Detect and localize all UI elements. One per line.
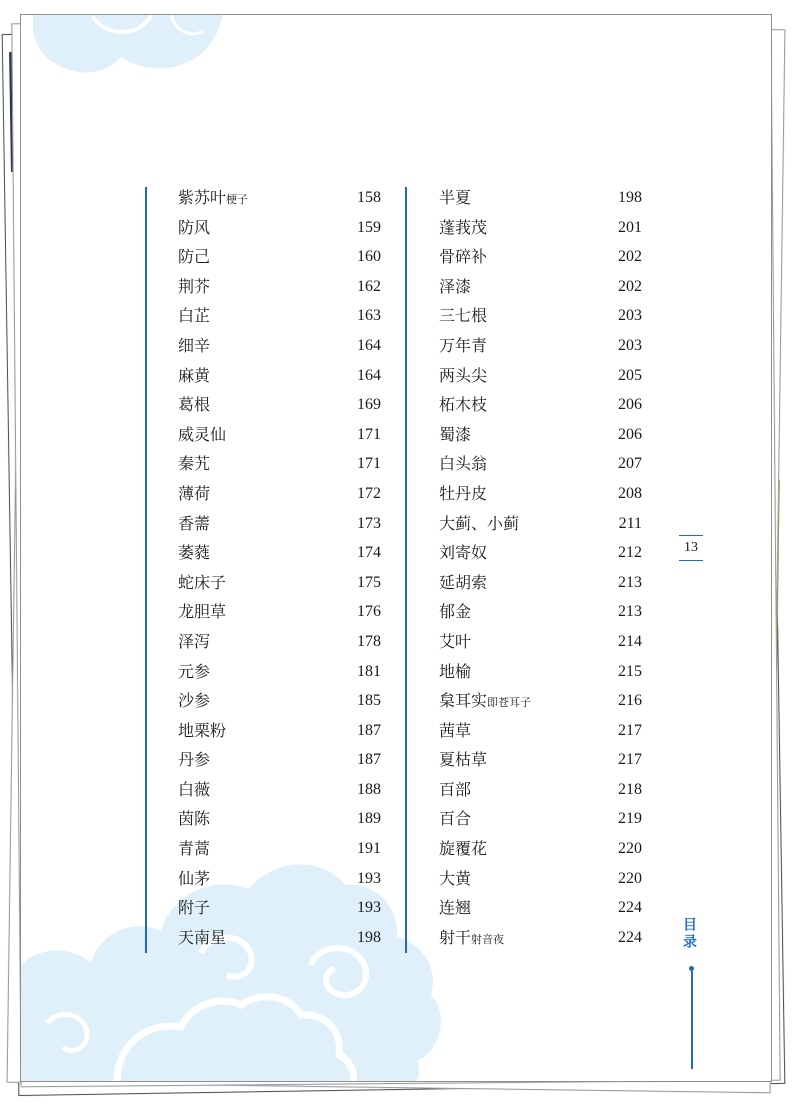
toc-entry-title: [439, 183, 471, 213]
toc-entry-title: [439, 597, 471, 627]
toc-entry-title: [439, 213, 487, 243]
toc-entry-page-number: 217: [618, 721, 642, 739]
toc-entry-page-number: 217: [618, 751, 642, 769]
toc-entry[interactable]: [178, 213, 398, 243]
toc-entry-title: [178, 834, 210, 864]
toc-entry-title: [439, 657, 471, 687]
toc-entry-page-number: 175: [357, 573, 381, 591]
toc-entry[interactable]: [439, 272, 659, 302]
toc-entry-page-number: 187: [357, 751, 381, 769]
toc-entry-title: [178, 657, 210, 687]
toc-entry-page-number: 174: [357, 544, 381, 562]
toc-page: [20, 14, 772, 1082]
toc-entry-title: [178, 331, 210, 361]
toc-entry-name: 荆芥: [178, 276, 211, 296]
toc-entry[interactable]: [178, 242, 398, 272]
toc-entry-page-number: 176: [357, 603, 381, 621]
toc-entry[interactable]: [439, 923, 659, 953]
toc-entry-name: 郁金: [439, 602, 472, 622]
toc-entry-page-number: 163: [357, 307, 381, 325]
toc-entry-page-number: 159: [357, 218, 381, 236]
section-label: 目录: [681, 917, 697, 951]
toc-entry-title: [178, 597, 226, 627]
toc-entry-name: 牡丹皮: [439, 483, 488, 503]
toc-entry[interactable]: [439, 864, 659, 894]
toc-entry-title: [439, 420, 471, 450]
toc-entry-page-number: 198: [618, 189, 642, 206]
toc-entry-page-number: 211: [618, 514, 642, 532]
toc-entry[interactable]: [439, 509, 659, 539]
toc-entry-page-number: 205: [618, 366, 642, 384]
toc-entry[interactable]: [178, 420, 398, 450]
toc-entry-name: 万年青: [439, 335, 488, 355]
toc-entry-name: 大蓟、小蓟: [439, 513, 520, 533]
toc-entry-page-number: 164: [357, 336, 381, 354]
toc-entry[interactable]: [439, 568, 659, 598]
toc-entry-name: 丹参: [178, 750, 211, 770]
toc-entry[interactable]: [178, 449, 398, 479]
toc-entry-page-number: 181: [357, 662, 381, 680]
toc-entry-title: [439, 509, 519, 539]
toc-entry-title: [178, 538, 210, 568]
toc-entry-title: [178, 627, 210, 657]
toc-entry-title: [178, 479, 210, 509]
toc-entry-title: [439, 923, 504, 955]
toc-entry[interactable]: [178, 627, 398, 657]
toc-entry-page-number: 202: [618, 277, 642, 295]
toc-entry-name: 葛根: [178, 395, 211, 415]
toc-entry-page-number: 188: [357, 780, 381, 798]
toc-entry-name: 三七根: [439, 306, 488, 326]
toc-entry-name: 百合: [439, 809, 472, 829]
toc-entry-title: [439, 686, 531, 718]
toc-column-right: [439, 183, 659, 952]
toc-entry[interactable]: [178, 597, 398, 627]
toc-entry-title: [439, 301, 487, 331]
toc-entry-page-number: 185: [357, 692, 381, 710]
toc-entry-title: [178, 183, 248, 215]
toc-entry-title: [178, 568, 226, 598]
toc-entry-name: 百部: [439, 779, 472, 799]
toc-entry-title: [178, 804, 210, 834]
toc-entry-page-number: 213: [618, 603, 642, 621]
toc-entry-name: 紫苏叶: [178, 188, 227, 207]
toc-entry-title: [439, 390, 487, 420]
toc-entry[interactable]: [439, 449, 659, 479]
toc-entry-name: 泽漆: [439, 276, 472, 296]
toc-entry-name: 半夏: [439, 188, 472, 207]
toc-entry-note: 即苍耳子: [487, 696, 532, 710]
toc-entry-page-number: 224: [618, 899, 642, 917]
toc-entry-name: 柘木枝: [439, 395, 488, 415]
toc-entry-title: [178, 864, 210, 894]
toc-entry[interactable]: [178, 479, 398, 509]
toc-entry-name: 防风: [178, 217, 211, 237]
toc-entry-name: 延胡索: [439, 572, 488, 592]
toc-entry-page-number: 213: [618, 573, 642, 591]
section-marker-line: [691, 969, 693, 1069]
toc-entry-page-number: 206: [618, 396, 642, 414]
toc-entry-title: [439, 745, 487, 775]
toc-entry[interactable]: [439, 804, 659, 834]
toc-entry-page-number: 206: [618, 425, 642, 443]
toc-entry-name: 白薇: [178, 779, 211, 799]
toc-entry-name: 两头尖: [439, 365, 488, 385]
toc-entry-name: 射干: [439, 927, 472, 947]
toc-entry-title: [178, 686, 210, 716]
cloud-decoration-top: [33, 14, 223, 89]
toc-entry-name: 威灵仙: [178, 424, 227, 444]
toc-entry-name: 大黄: [439, 868, 472, 888]
toc-entry[interactable]: [178, 301, 398, 331]
toc-entry-name: 天南星: [178, 927, 227, 947]
toc-entry-name: 泽泻: [178, 631, 211, 651]
toc-entry[interactable]: [439, 242, 659, 272]
toc-entry[interactable]: [439, 745, 659, 775]
toc-entry-page-number: 198: [357, 928, 381, 946]
toc-entry-name: 白头翁: [439, 454, 488, 474]
toc-entry-name: 茜草: [439, 720, 472, 740]
toc-entry[interactable]: [178, 272, 398, 302]
toc-entry-page-number: 193: [357, 899, 381, 917]
toc-entry-title: [439, 893, 471, 923]
toc-entry[interactable]: [178, 834, 398, 864]
toc-entry-title: [178, 213, 210, 243]
toc-entry-page-number: 158: [357, 189, 381, 206]
toc-entry-page-number: 215: [618, 662, 642, 680]
toc-entry[interactable]: [439, 331, 659, 361]
toc-entry-name: 细辛: [178, 335, 211, 355]
toc-entry-name: 秦艽: [178, 454, 211, 474]
toc-entry-title: [439, 361, 487, 391]
toc-entry-name: 刘寄奴: [439, 543, 488, 563]
toc-entry[interactable]: [439, 361, 659, 391]
toc-entry-name: 香薷: [178, 513, 211, 533]
toc-entry-title: [439, 716, 471, 746]
toc-entry-name: 蛇床子: [178, 572, 227, 592]
toc-entry-page-number: 220: [618, 840, 642, 858]
toc-entry[interactable]: [439, 686, 659, 716]
toc-entry[interactable]: [439, 479, 659, 509]
toc-entry[interactable]: [439, 213, 659, 243]
toc-entry-title: [178, 775, 210, 805]
page-number: 13: [679, 535, 703, 561]
toc-entry-page-number: 164: [357, 366, 381, 384]
toc-entry-note: 梗子: [226, 193, 249, 206]
toc-entry-page-number: 220: [618, 869, 642, 887]
toc-entry[interactable]: [439, 597, 659, 627]
toc-entry[interactable]: [178, 361, 398, 391]
toc-entry-title: [439, 804, 471, 834]
toc-entry-page-number: 189: [357, 810, 381, 828]
toc-entry[interactable]: [439, 716, 659, 746]
toc-entry[interactable]: [178, 775, 398, 805]
toc-entry[interactable]: [178, 657, 398, 687]
toc-entry-title: [178, 893, 210, 923]
toc-entry[interactable]: [178, 686, 398, 716]
toc-entry[interactable]: [178, 183, 398, 213]
toc-entry-name: 麻黄: [178, 365, 211, 385]
toc-entry-page-number: 162: [357, 277, 381, 295]
toc-entry[interactable]: [178, 568, 398, 598]
toc-entry-title: [439, 775, 471, 805]
toc-entry-page-number: 193: [357, 869, 381, 887]
toc-entry-page-number: 203: [618, 336, 642, 354]
toc-entry-title: [439, 449, 487, 479]
toc-entry-title: [439, 834, 487, 864]
toc-entry[interactable]: [439, 627, 659, 657]
toc-entry-title: [178, 242, 210, 272]
toc-entry[interactable]: [439, 390, 659, 420]
toc-entry-name: 茵陈: [178, 809, 211, 829]
toc-entry-name: 地榆: [439, 661, 472, 681]
toc-entry[interactable]: [178, 331, 398, 361]
toc-entry[interactable]: [439, 834, 659, 864]
toc-entry-name: 沙参: [178, 691, 211, 711]
toc-entry-title: [439, 538, 487, 568]
toc-entry-title: [178, 361, 210, 391]
toc-entry-title: [178, 301, 210, 331]
toc-entry[interactable]: [178, 804, 398, 834]
toc-entry-page-number: 224: [618, 928, 642, 946]
toc-entry[interactable]: [439, 301, 659, 331]
toc-entry-title: [178, 745, 210, 775]
toc-entry-name: 蜀漆: [439, 424, 472, 444]
toc-entry-name: 仙茅: [178, 868, 211, 888]
toc-entry-title: [178, 420, 226, 450]
toc-entry[interactable]: [178, 390, 398, 420]
toc-entry-page-number: 219: [618, 810, 642, 828]
toc-entry-name: 地栗粉: [178, 720, 227, 740]
toc-entry-title: [439, 479, 487, 509]
toc-entry-title: [178, 449, 210, 479]
toc-entry-page-number: 218: [618, 780, 642, 798]
toc-entry-title: [178, 716, 226, 746]
toc-entry-page-number: 212: [618, 544, 642, 562]
toc-entry-page-number: 207: [618, 455, 642, 473]
toc-entry-page-number: 160: [357, 248, 381, 266]
toc-entry[interactable]: [439, 183, 659, 213]
toc-entry[interactable]: [178, 538, 398, 568]
toc-entry-name: 枲耳实: [439, 691, 488, 711]
toc-entry[interactable]: [178, 923, 398, 953]
toc-entry-name: 萎蕤: [178, 543, 211, 563]
toc-entry-name: 夏枯草: [439, 750, 488, 770]
toc-entry-page-number: 171: [357, 425, 381, 443]
toc-entry-title: [439, 242, 487, 272]
toc-entry-page-number: 178: [357, 632, 381, 650]
toc-entry-page-number: 169: [357, 396, 381, 414]
toc-entry-page-number: 214: [618, 632, 642, 650]
toc-entry-title: [439, 272, 471, 302]
toc-entry[interactable]: [439, 657, 659, 687]
toc-entry-name: 防己: [178, 247, 211, 267]
toc-entry-title: [178, 923, 226, 953]
toc-entry-title: [178, 390, 210, 420]
toc-entry-title: [178, 272, 210, 302]
toc-entry[interactable]: [178, 745, 398, 775]
toc-entry[interactable]: [178, 893, 398, 923]
toc-entry-page-number: 201: [618, 218, 642, 236]
toc-entry-name: 连翘: [439, 898, 472, 918]
toc-entry-page-number: 171: [357, 455, 381, 473]
toc-entry-name: 元参: [178, 661, 211, 681]
column-rule-middle: [405, 187, 407, 953]
toc-entry-title: [439, 331, 487, 361]
toc-entry[interactable]: [439, 538, 659, 568]
toc-entry-title: [178, 509, 210, 539]
toc-entry[interactable]: [439, 775, 659, 805]
toc-entry-page-number: 173: [357, 514, 381, 532]
toc-entry-note: 射音夜: [471, 932, 505, 946]
toc-entry-title: [439, 627, 471, 657]
toc-entry-page-number: 203: [618, 307, 642, 325]
toc-entry-name: 艾叶: [439, 631, 472, 651]
toc-entry-name: 青蒿: [178, 839, 211, 859]
toc-entry-page-number: 202: [618, 248, 642, 266]
toc-entry[interactable]: [439, 893, 659, 923]
toc-entry[interactable]: [178, 509, 398, 539]
toc-entry-title: [439, 864, 471, 894]
toc-entry-name: 龙胆草: [178, 602, 227, 622]
toc-entry-name: 白芷: [178, 306, 211, 326]
toc-entry-title: [439, 568, 487, 598]
toc-column-left: [178, 183, 398, 952]
toc-entry-name: 旋覆花: [439, 839, 488, 859]
toc-entry-page-number: 208: [618, 484, 642, 502]
toc-entry[interactable]: [439, 420, 659, 450]
toc-entry-name: 蓬莪茂: [439, 217, 488, 237]
toc-entry-page-number: 191: [357, 840, 381, 858]
toc-entry-page-number: 172: [357, 484, 381, 502]
toc-entry-page-number: 187: [357, 721, 381, 739]
toc-entry[interactable]: [178, 716, 398, 746]
toc-entry-name: 薄荷: [178, 483, 211, 503]
toc-entry-name: 骨碎补: [439, 247, 488, 267]
toc-entry-page-number: 216: [618, 692, 642, 710]
toc-entry-name: 附子: [178, 898, 211, 918]
toc-entry[interactable]: [178, 864, 398, 894]
column-rule-left: [145, 187, 147, 953]
